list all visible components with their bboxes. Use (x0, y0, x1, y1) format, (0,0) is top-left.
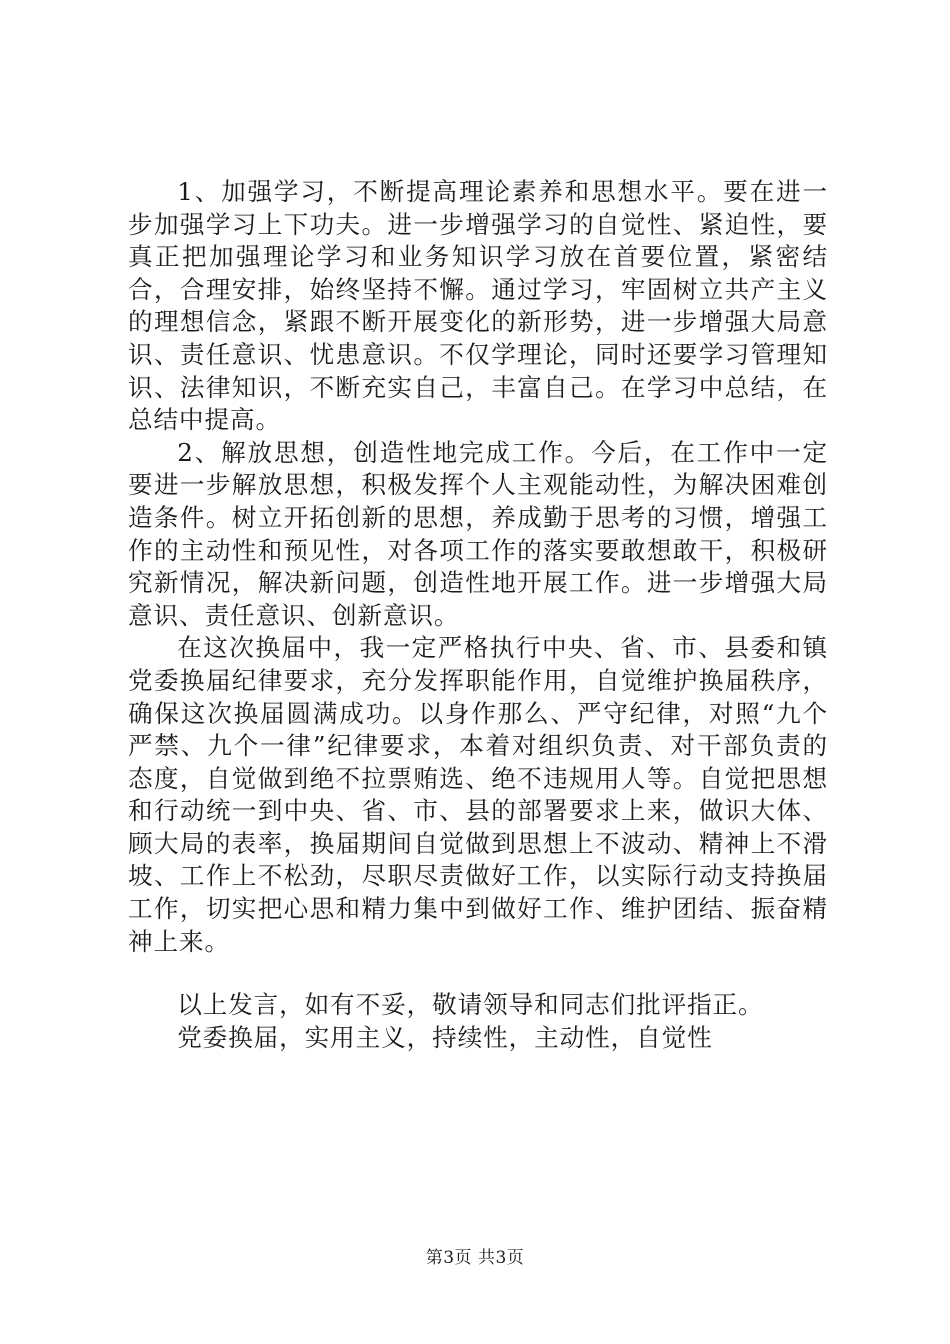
keywords-line: 党委换届，实用主义，持续性，主动性，自觉性 (177, 1022, 713, 1052)
page-footer: 第3页 共3页 (425, 1248, 525, 1268)
paragraph-election-discipline: 在这次换届中，我一定严格执行中央、省、市、县委和镇党委换届纪律要求，充分发挥职能作用，自觉维护换届秩序，确保这次换届圆满成功。以身作那么、严守纪律，对照“九个严禁、九个一律”纪律要求，本着对组织负责、对干部负责的态度，自觉做到绝不拉票贿选、绝不违规用人等。自觉把思想和行动统一到中央、省、市、县的部署要求上来，做识大体、顾大局的表率，换届期间自觉做到思想上不波动、精神上不滑坡、工作上不松劲，尽职尽责做好工作，以实际行动支持换届工作，切实把心思和精力集中到做好工作、维护团结、振奋精神上来。 (128, 633, 828, 956)
paragraph-emancipate-mind: 2、解放思想，创造性地完成工作。今后，在工作中一定要进一步解放思想，积极发挥个人主观能动性，为解决困难创造条件。树立开拓创新的思想，养成勤于思考的习惯，增强工作的主动性和预见性，对各项工作的落实要敢想敢干，积极研究新情况，解决新问题，创造性地开展工作。进一步增强大局意识、责任意识、创新意识。 (128, 437, 828, 630)
paragraph-study: 1、加强学习，不断提高理论素养和思想水平。要在进一步加强学习上下功夫。进一步增强学习的自觉性、紧迫性，要真正把加强理论学习和业务知识学习放在首要位置，紧密结合，合理安排，始终坚持不懈。通过学习，牢固树立共产主义的理想信念，紧跟不断开展变化的新形势，进一步增强大局意识、责任意识、忧患意识。不仅学理论，同时还要学习管理知识、法律知识，不断充实自己，丰富自己。在学习中总结，在总结中提高。 (128, 177, 828, 435)
closing-remark: 以上发言，如有不妥，敬请领导和同志们批评指正。 (177, 990, 764, 1020)
paragraph-gap (128, 958, 828, 989)
document-body (128, 176, 828, 1054)
